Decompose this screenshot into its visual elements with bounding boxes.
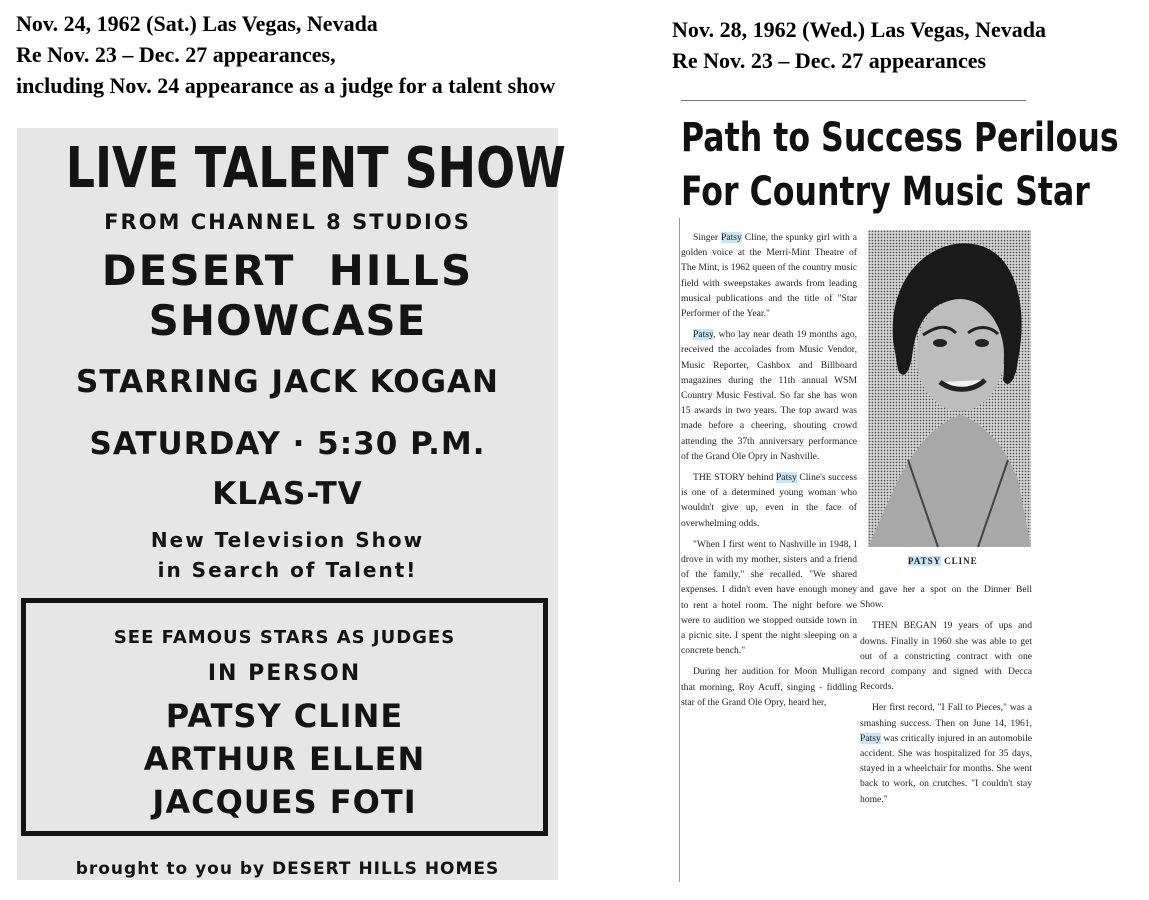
photo-caption: PATSY CLINE (908, 556, 978, 566)
article-paragraph: Singer Patsy Cline, the spunky girl with a golden voice at the Merri-Mint Theatre of The Mint, is 1962 queen of the country music field with sweepstakes awards from leading musical publications and the title of "Star Performer of the Year." (681, 232, 857, 320)
article-column-1 (681, 230, 857, 716)
highlighted-name: Patsy (860, 732, 881, 744)
top-rule (681, 100, 1026, 101)
left-caption-line: Nov. 24, 1962 (Sat.) Las Vegas, Nevada (16, 11, 378, 36)
ad-tagline-line2: in Search of Talent! (157, 558, 418, 582)
highlighted-name: Patsy (693, 329, 714, 341)
ad-title: LIVE TALENT SHOW (65, 136, 566, 201)
talent-show-advertisement (17, 128, 566, 880)
article-column-2 (860, 582, 1032, 813)
newspaper-clipping (676, 100, 1119, 892)
article-paragraph: and gave her a spot on the Dinner Bell Show. (860, 584, 1032, 611)
judge-name: PATSY CLINE (165, 697, 404, 735)
article-paragraph: Her first record, "I Fall to Pieces," was a smashing success. Then on June 14, 1961, Patsy was critically injured in an automobile accident. She was hospitalized for 35 days, stayed in a wheelchair for months. She went back to work, on crutches. "I couldn't stay home." (860, 702, 1032, 805)
left-caption-line: Re Nov. 23 – Dec. 27 appearances, (16, 42, 336, 67)
ad-station: KLAS-TV (212, 476, 363, 512)
ad-show-name-line1: DESERT HILLS (101, 246, 474, 295)
article-paragraph: THEN BEGAN 19 years of ups and downs. Finally in 1960 she was able to get out of a constricting contract with one record company and signed with Decca Records. (860, 620, 1032, 693)
article-paragraph: Patsy, who lay near death 19 months ago, received the accolades from Music Vendor, Music Reporter, Cashbox and Billboard magazines during the 11th annual WSM Country Music Festival. So far she has won 15 awards in two years. The top award was made before a cheering, shouting crowd attending the 37th anniversary performance of the Grand Ole Opry in Nashville. (681, 329, 857, 462)
judges-box (21, 598, 548, 836)
highlighted-name: Patsy (721, 232, 742, 243)
ad-starring: STARRING JACK KOGAN (76, 364, 499, 400)
article-paragraph: During her audition for Moon Mulligan that morning, Roy Acuff, singing - fiddling star of the Grand Ole Opry, heard her, (681, 666, 857, 708)
left-caption-line: including Nov. 24 appearance as a judge for a talent show (16, 73, 556, 98)
judges-heading: SEE FAMOUS STARS AS JUDGES (113, 627, 456, 648)
article-paragraph: THE STORY behind Patsy Cline's success is one of a determined young woman who wouldn't give up, even in the face of overwhelming odds. (681, 472, 857, 529)
ad-from-line: FROM CHANNEL 8 STUDIOS (104, 210, 471, 234)
ad-time: SATURDAY · 5:30 P.M. (89, 426, 486, 462)
headline-line1: Path to Success Perilous (681, 115, 1119, 161)
ad-sponsor: brought to you by DESERT HILLS HOMES (75, 859, 500, 879)
right-caption-line: Re Nov. 23 – Dec. 27 appearances (672, 48, 987, 73)
headline-line2: For Country Music Star (681, 169, 1090, 215)
right-caption (672, 14, 1046, 76)
highlighted-name: Patsy (775, 472, 797, 484)
judge-name: ARTHUR ELLEN (143, 740, 426, 778)
ad-tagline-line1: New Television Show (150, 528, 425, 552)
left-caption (16, 8, 555, 101)
right-caption-line: Nov. 28, 1962 (Wed.) Las Vegas, Nevada (672, 17, 1047, 42)
in-person-label: IN PERSON (207, 661, 362, 686)
ad-show-name-line2: SHOWCASE (148, 296, 427, 345)
article-paragraph: "When I first went to Nashville in 1948, I drove in with my mother, sisters and a friend of the family," she recalled. "We shared expenses. I didn't even have enough money to rent a hotel room. The night before we were to audition we stopped outside town in a picnic site. I spent the night sleeping on a concrete bench." (681, 538, 857, 657)
left-rule (679, 218, 680, 882)
judge-name: JACQUES FOTI (152, 783, 417, 821)
patsy-cline-photo (868, 230, 1031, 547)
